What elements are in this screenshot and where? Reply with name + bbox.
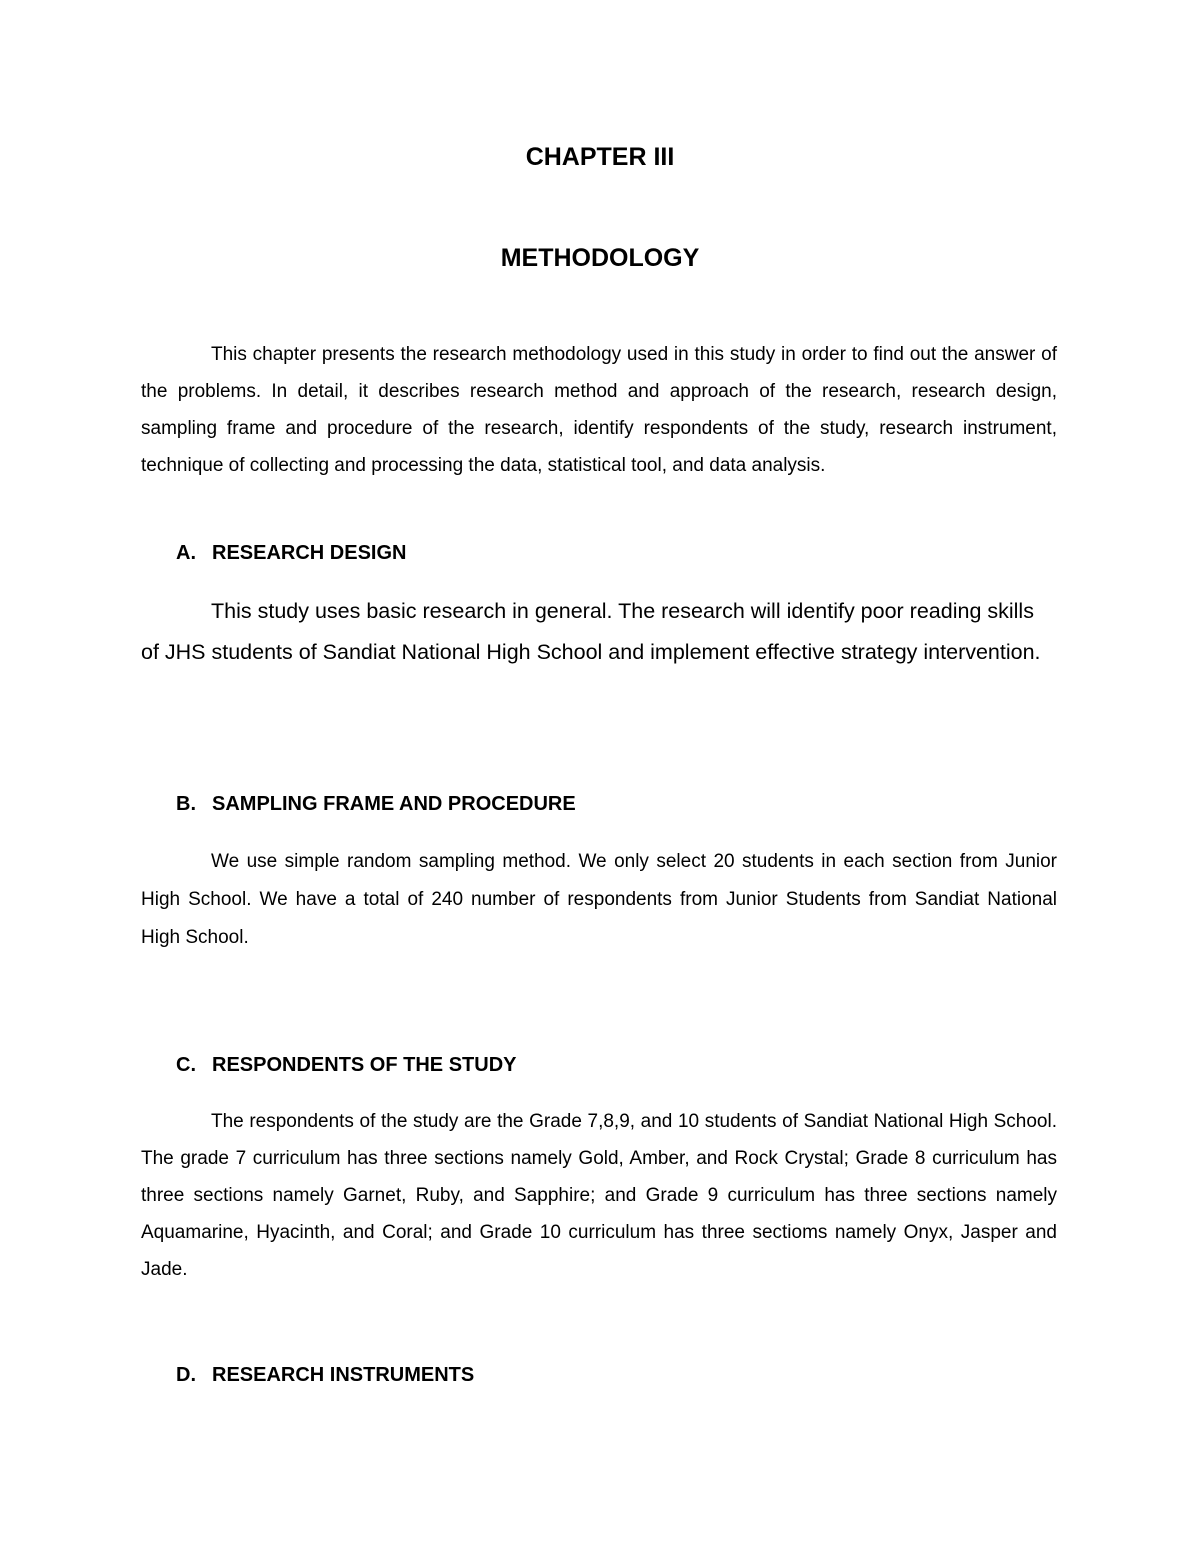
- section-letter: C.: [176, 1054, 196, 1076]
- section-letter: D.: [176, 1364, 196, 1386]
- section-b-heading: [176, 793, 576, 816]
- section-a-body: This study uses basic research in general. The research will identify poor reading skills of JHS students of Sandiat National High School and implement effective strategy intervention.: [141, 599, 1041, 664]
- intro-paragraph: This chapter presents the research methodology used in this study in order to find out the answer of the problems. In detail, it describes research method and approach of the research, research design, sampling frame and procedure of the research, identify respondents of the study, research instrument, technique of collecting and processing the data, statistical tool, and data analysis.: [141, 344, 1057, 476]
- section-b-body: We use simple random sampling method. We only select 20 students in each section from Junior High School. We have a total of 240 number of respondents from Junior Students from Sandiat National High School.: [141, 851, 1057, 948]
- section-title: RESPONDENTS OF THE STUDY: [212, 1054, 517, 1076]
- section-title: SAMPLING FRAME AND PROCEDURE: [212, 793, 576, 815]
- chapter-title: METHODOLOGY: [500, 244, 700, 272]
- section-letter: A.: [176, 542, 196, 564]
- section-c-heading: [176, 1054, 516, 1077]
- section-letter: B.: [176, 793, 196, 815]
- section-title: RESEARCH INSTRUMENTS: [212, 1364, 475, 1386]
- section-a-heading: [176, 542, 406, 565]
- section-title: RESEARCH DESIGN: [212, 542, 407, 564]
- section-d-heading: [176, 1364, 474, 1387]
- chapter-label: CHAPTER III: [525, 143, 675, 171]
- section-c-body: The respondents of the study are the Grade 7,8,9, and 10 students of Sandiat National High School. The grade 7 curriculum has three sections namely Gold, Amber, and Rock Crystal; Grade 8 curriculum has three sections namely Garnet, Ruby, and Sapphire; and Grade 9 curriculum has three sections namely Aquamarine, Hyacinth, and Coral; and Grade 10 curriculum has three sectioms namely Onyx, Jasper and Jade.: [141, 1111, 1057, 1280]
